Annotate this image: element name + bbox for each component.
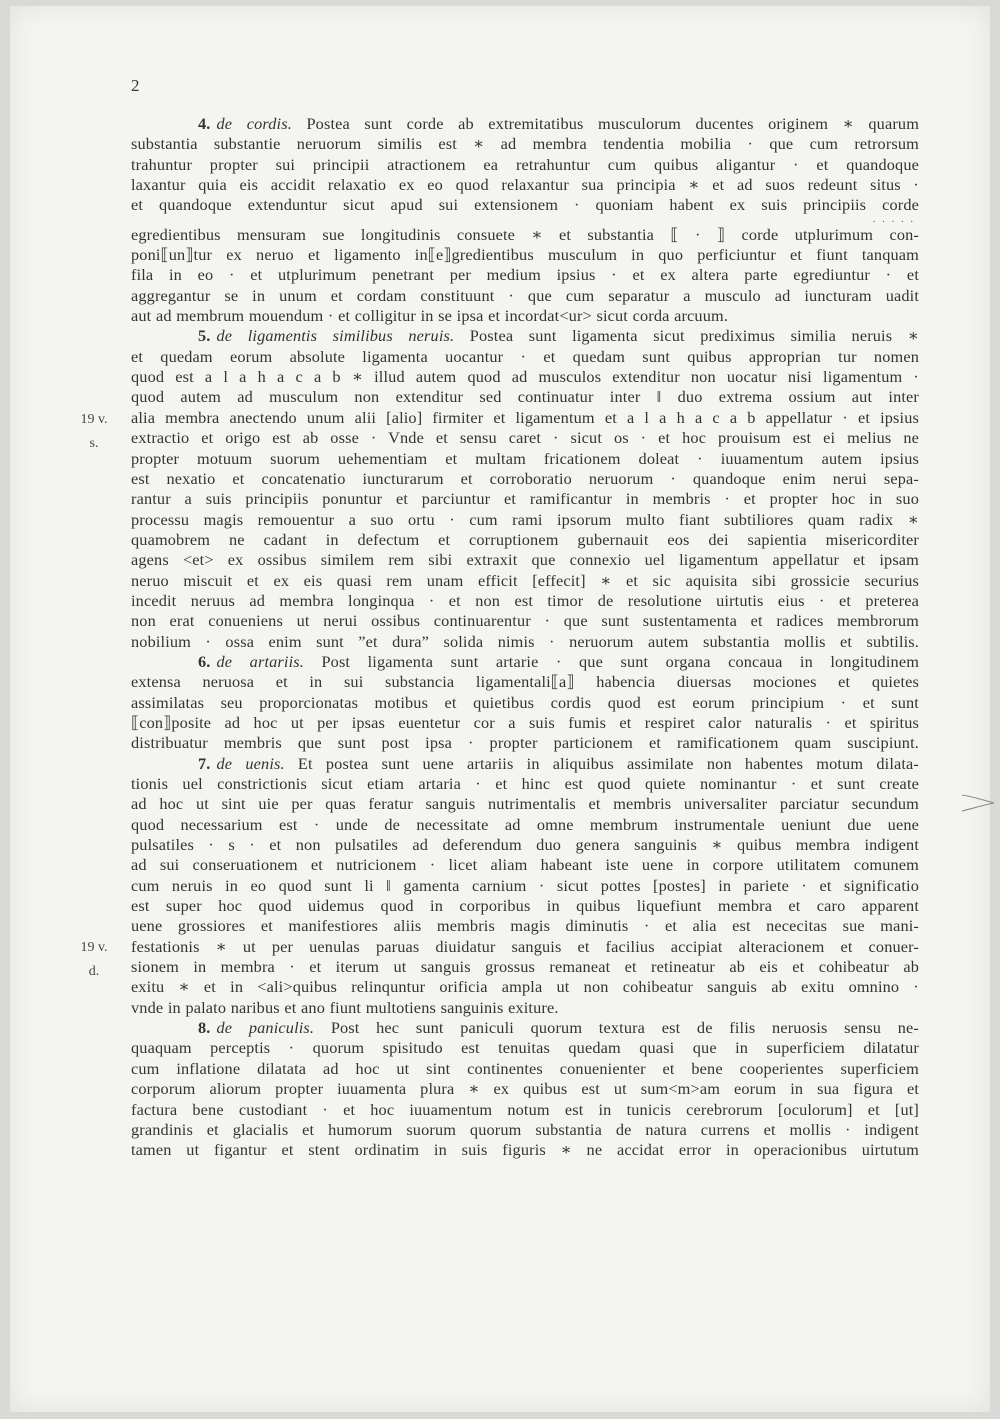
body-text xyxy=(131,114,919,1161)
text-line: factura bene custodiant · et hoc iuuamentum notum est in tunicis cerebrorum [oculorum] et [ut] xyxy=(131,1099,919,1119)
text-line: rantur a suis principiis ponuntur et parciuntur et ramificantur in membris · et propter hoc in suo xyxy=(131,489,919,509)
section-number: 6. xyxy=(198,651,211,671)
line-text: Post ligamenta sunt artarie · que sunt organa concaua in longitudinem xyxy=(321,651,920,671)
text-line: et quandoque extenduntur sicut apud sui extensionem · quoniam habent ex suis principiis corde xyxy=(131,195,919,215)
text-line: exitu ∗ et in <ali>quibus relinquntur orificia ampla ut non cohibeatur sanguis ab exitu omnino · xyxy=(131,977,919,997)
page-number: 2 xyxy=(131,76,140,95)
text-line: neruo miscuit et ex eis quasi rem unam efficit [effecit] ∗ et sic aquisita sibi grossicie securius xyxy=(131,570,919,590)
text-line: extensa neruosa et in sui substancia ligamentali⟦a⟧ habencia diuersas mociones et quietes xyxy=(131,672,919,692)
text-line: cum neruis in eo quod sunt li ‖ gamenta carnium · sicut pottes [postes] in pariete · et significatio xyxy=(131,875,919,895)
text-line: egredientibus mensuram sue longitudinis consuete ∗ et substantia ⟦ · ⟧ corde utplurimum con- xyxy=(131,224,919,244)
margin-note xyxy=(74,936,114,984)
text-line: corporum aliorum propter iuuamenta plura ∗ ex quibus est ut sum<m>am eorum in sua figura et xyxy=(131,1079,919,1099)
section-heading: de paniculis. xyxy=(216,1018,315,1038)
section-number: 8. xyxy=(198,1018,211,1038)
text-line: quod necessarium est · unde de necessitate ad omne membrum instrumentale ueniunt due uene xyxy=(131,814,919,834)
margin-note xyxy=(74,408,114,456)
text-line: incedit neruus ad membra longinqua · et non est timor de resolutione uirtutis eius · et preterea xyxy=(131,590,919,610)
margin-note-side: s. xyxy=(89,436,99,451)
margin-note-folio: 19 v. xyxy=(80,412,108,427)
margin-arrow-icon xyxy=(960,791,998,815)
section-heading: de artariis. xyxy=(216,651,304,671)
text-line xyxy=(131,326,919,346)
text-line: tamen ut figantur et stent ordinatim in suis figuris ∗ ne accidat error in operacionibus uirtutum xyxy=(131,1140,919,1160)
text-line: et quedam eorum absolute ligamenta uocantur · et quedam sunt quibus approprian tur nomen xyxy=(131,346,919,366)
text-line: quaquam perceptis · quorum spisitudo est tenuitas quedam quasi que in superficiem dilatatur xyxy=(131,1038,919,1058)
text-line: pulsatiles · s · et non pulsatiles ad deferendum duo genera sanguinis ∗ quibus membra indigent xyxy=(131,835,919,855)
margin-note-folio: 19 v. xyxy=(80,940,108,955)
line-text: Postea sunt corde ab extremitatibus musculorum ducentes originem ∗ quarum xyxy=(306,114,920,133)
text-line: quod est a l a h a c a b ∗ illud autem quod ad musculos extenditur non uocatur nisi ligamentum · xyxy=(131,367,919,387)
text-line: sionem in membra · et iterum ut sanguis grossus remaneat et retineatur ab eis et cohibeatur ab xyxy=(131,957,919,977)
text-line: cum inflatione dilatata ad hoc ut sint continentes conuenienter et bene cooperientes superficiem xyxy=(131,1058,919,1078)
line-text: Post hec sunt paniculi quorum textura est de filis neruosis sensu ne- xyxy=(330,1018,920,1038)
text-line: nobilium · ossa enim sunt ”et dura” solida nimis · neruorum autem substantia mollis et subtilis. xyxy=(131,631,919,651)
line-text: Et postea sunt uene artariis in aliquibus assimilate non habentes motum dilata- xyxy=(297,753,919,773)
text-line xyxy=(131,754,919,774)
text-line: propter motuum suorum uehementiam et multam fricationem doleat · iuuamentum autem ipsius xyxy=(131,448,919,468)
text-line: distribuatur membris que sunt post ipsa · propter particionem et ramificationem quam suscipiunt. xyxy=(131,733,919,753)
text-line: ⟦con⟧posite ad hoc ut per ipsas euentetur cor a suis fumis et respiret calor naturalis · et spiritus xyxy=(131,712,919,732)
text-line: festationis ∗ ut per uenulas paruas diuidatur sanguis et facilius accipiat alteracionem et conuer- xyxy=(131,936,919,956)
section-number: 7. xyxy=(198,753,211,773)
text-line: laxantur quia eis accidit relaxatio ex eo quod relaxantur sua principia ∗ et ad suos redeunt situs · xyxy=(131,175,919,195)
margin-note-side: d. xyxy=(88,964,100,979)
text-line: tionis uel constrictionis sicut etiam artaria · et hinc est quod quiete nominantur · et sunt create xyxy=(131,774,919,793)
text-line: quod autem ad musculum non extenditur sed continuatur inter ‖ duo extrema ossium aut inter xyxy=(131,387,919,407)
line-text: Postea sunt ligamenta sicut prediximus similia neruis ∗ xyxy=(469,326,920,346)
section-heading: de uenis. xyxy=(216,753,285,773)
text-line: vnde in palato naribus et ano fiunt multotiens sanguinis exiture. xyxy=(131,997,559,1017)
text-line: non erat conueniens ut nerui ossibus continuarentur · que sunt sustentamenta et radices membrorum xyxy=(131,611,919,631)
text-line: aut ad membrum mouendum · et colligitur in se ipsa et incordat<ur> sicut corda arcuum. xyxy=(131,306,729,326)
text-line: ad hoc ut sint uie per quas feratur sanguis nutrimentalis et membris universaliter parciatur secundum xyxy=(131,794,919,814)
text-line xyxy=(131,114,919,134)
text-line: fila in eo · et utplurimum penetrant per medium ipsius · et ex altera parte egrediuntur · et xyxy=(131,265,919,285)
text-line: est nexatio et concatenatio iuncturarum et corroboratio neruorum · quandoque enim nerui sepa- xyxy=(131,468,919,488)
dotted-marks: . . . . . xyxy=(872,213,915,225)
section-number: 5. xyxy=(198,326,211,346)
text-line: processu magis remouentur a suo ortu · cum rami ipsorum multo fiant subtiliores quam radix ∗ xyxy=(131,509,919,529)
text-line: alia membra anectendo unum alii [alio] firmiter et ligamentum et a l a h a c a b appellatur · et ipsius xyxy=(131,407,919,427)
text-line: agens <et> ex ossibus similem rem sibi extraxit que connexio uel ligamentum appellatur et ipsam xyxy=(131,550,919,570)
section-heading: de cordis. xyxy=(216,114,292,133)
text-line xyxy=(131,652,919,672)
text-line: quamobrem ne cadant in defectum et corruptionem gubernauit eos dei sapientia misericorditer xyxy=(131,529,919,549)
page-sheet xyxy=(10,6,990,1412)
text-line: est super hoc quod uidemus quod in corporibus in quibus liquefiunt membra et caro apparent xyxy=(131,896,919,916)
section-heading: de ligamentis similibus neruis. xyxy=(216,326,455,346)
text-line: extractio et origo est ab osse · Vnde et sensu caret · sicut os · et hoc prouisum est ei melius ne xyxy=(131,428,919,448)
section-number: 4. xyxy=(198,114,211,133)
text-line: grandinis et glacialis et humorum suorum quorum substantia de natura currens et mollis · indigent xyxy=(131,1119,919,1139)
text-line: ad sui conseruationem et nutricionem · licet aliam habeant iste uene in corpore utilitatem comunem xyxy=(131,855,919,875)
text-line: poni⟦un⟧tur ex neruo et ligamento in⟦e⟧gredientibus musculum in quo perficiuntur et fiunt tanquam xyxy=(131,245,919,265)
text-line: uene grossiores et manifestiores aliis membris magis diminutis · et alia est nececitas sue mani- xyxy=(131,916,919,936)
text-line: trahuntur propter sui principii atractionem ea retrahuntur cum quibus aligantur · et quandoque xyxy=(131,154,919,174)
text-line: assimilatas seu proporcionatas motibus et quietibus cordis quod est eorum principium · et sunt xyxy=(131,692,919,712)
text-line: substantia substantie neruorum similis est ∗ ad membra tendentia mobilia · que cum retrorsum xyxy=(131,134,919,154)
text-line: aggregantur se in unum et cordam constituunt · que cum separatur a musculo ad iuncturam uadit xyxy=(131,285,919,305)
text-line xyxy=(131,1018,919,1038)
